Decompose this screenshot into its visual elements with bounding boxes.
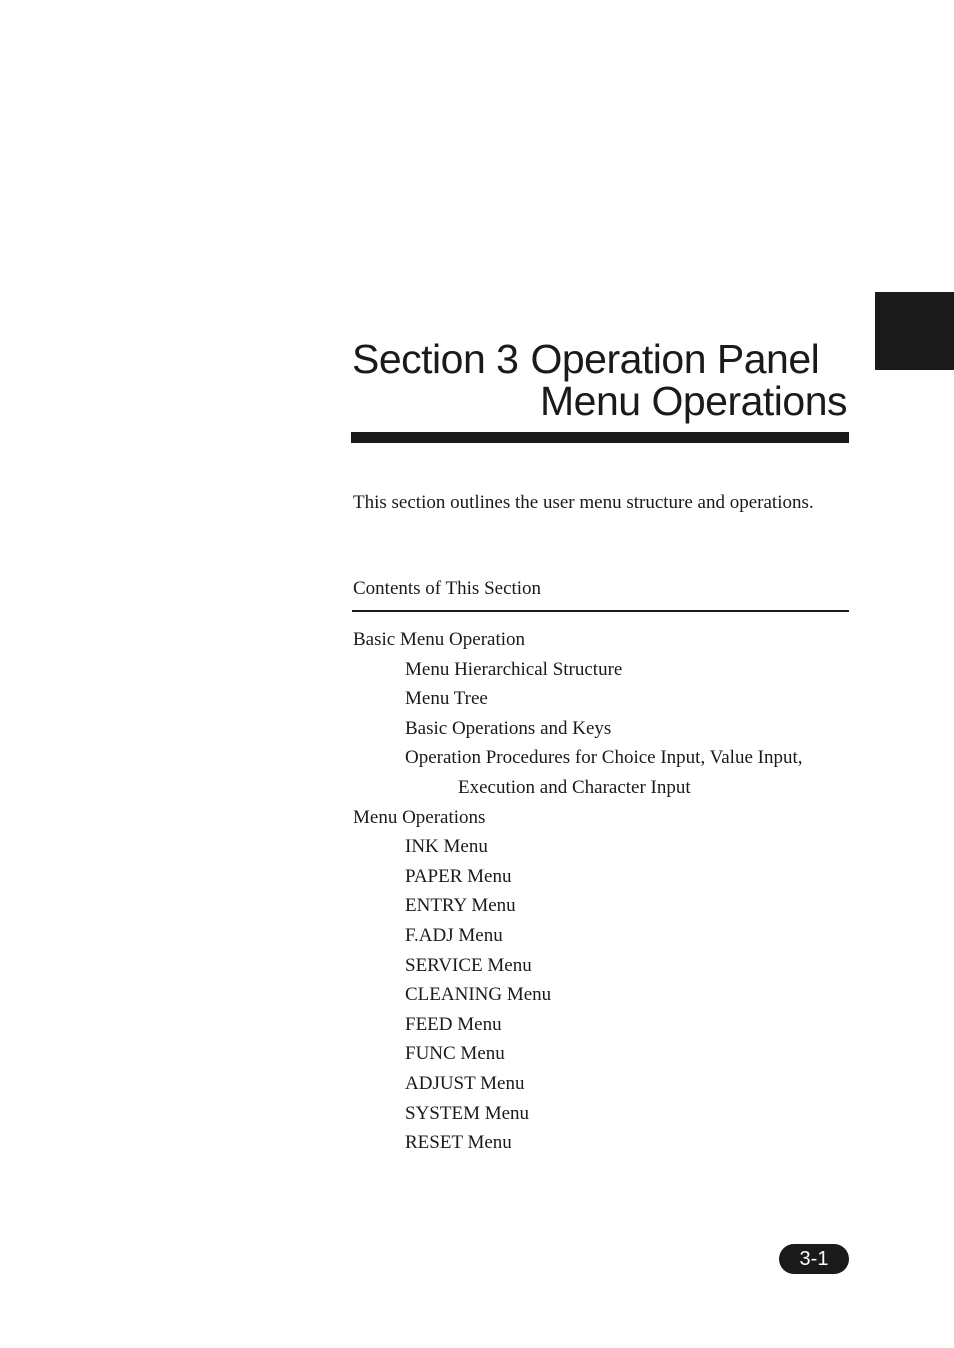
toc-item[interactable]: Operation Procedures for Choice Input, Value Input,: [405, 747, 803, 769]
toc-item[interactable]: SERVICE Menu: [405, 954, 532, 976]
table-of-contents: [353, 625, 803, 1158]
page-number-badge: 3-1: [779, 1244, 849, 1274]
toc-item[interactable]: Basic Operations and Keys: [405, 717, 612, 739]
toc-item[interactable]: ADJUST Menu: [405, 1072, 525, 1094]
section-thumb-tab: [875, 292, 954, 370]
toc-section-item[interactable]: Menu Operations: [353, 806, 486, 828]
section-topic: Operation Panel: [530, 336, 820, 382]
toc-item[interactable]: FUNC Menu: [405, 1043, 505, 1065]
toc-item[interactable]: FEED Menu: [405, 1013, 502, 1035]
toc-section-item[interactable]: Basic Menu Operation: [353, 629, 526, 650]
section-title-line1: [352, 338, 852, 380]
toc-item[interactable]: Menu Tree: [405, 688, 488, 710]
section-number: Section 3: [352, 336, 519, 382]
contents-heading: Contents of This Section: [353, 578, 542, 599]
toc-item[interactable]: SYSTEM Menu: [405, 1102, 530, 1124]
toc-item[interactable]: ENTRY Menu: [405, 895, 516, 917]
toc-item[interactable]: Execution and Character Input: [458, 776, 691, 798]
toc-item[interactable]: F.ADJ Menu: [405, 924, 503, 946]
section-title-line2: Menu Operations: [540, 378, 848, 424]
section-intro: This section outlines the user menu structure and operations.: [353, 492, 814, 513]
toc-item[interactable]: PAPER Menu: [405, 865, 512, 887]
section-title: [352, 338, 852, 422]
toc-item[interactable]: RESET Menu: [405, 1132, 512, 1154]
title-rule: [351, 432, 849, 443]
toc-item[interactable]: Menu Hierarchical Structure: [405, 658, 623, 680]
contents-rule: [352, 610, 849, 612]
toc-item[interactable]: CLEANING Menu: [405, 984, 552, 1006]
toc-item[interactable]: INK Menu: [405, 836, 488, 858]
